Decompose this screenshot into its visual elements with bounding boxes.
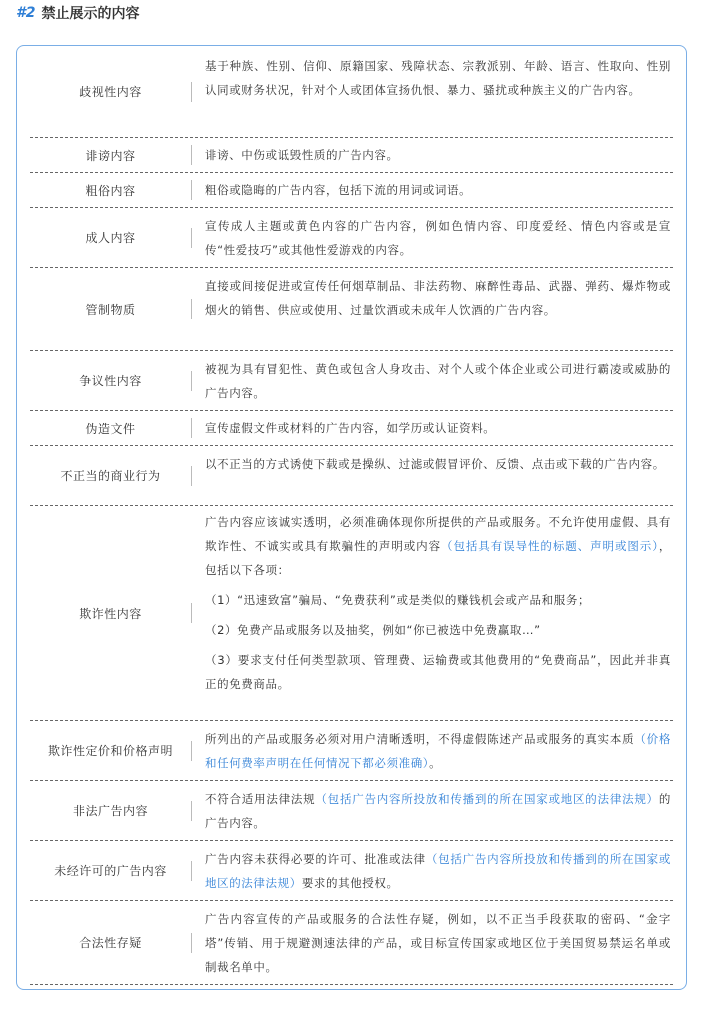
table-row	[30, 46, 673, 138]
row-description-text: 被视为具有冒犯性、黄色或包含人身攻击、对个人或个体企业或公司进行霸凌或威胁的广告内容。	[205, 362, 671, 400]
row-category: 粗俗内容	[85, 183, 136, 198]
row-description-text: 基于种族、性别、信仰、原籍国家、残障状态、宗教派别、年龄、语言、性取向、性别认同或财务状况，针对个人或团体宣扬仇恨、暴力、骚扰或种族主义的广告内容。	[205, 59, 671, 97]
row-description-highlight: （包括广告内容所投放和传播到的所在国家或地区的法律法规）	[315, 792, 659, 806]
row-description-text	[205, 510, 671, 582]
row-description	[199, 138, 673, 172]
row-description-text	[205, 727, 671, 775]
row-description-lead: 广告内容应该诚实透明，必须准确体现你所提供的产品或服务。不允许使用虚假、具有欺诈性、不诚实或具有欺骗性的声明或内容	[205, 515, 671, 553]
row-description	[199, 901, 673, 984]
row-category: 伪造文件	[85, 421, 136, 436]
row-description-text: 宣传虚假文件或材料的广告内容，如学历或认证资料。	[205, 421, 496, 435]
row-divider	[191, 228, 192, 248]
row-category: 管制物质	[85, 302, 136, 317]
table-row	[30, 721, 673, 781]
row-category: 成人内容	[85, 231, 136, 245]
row-description	[199, 173, 673, 207]
row-divider	[191, 741, 192, 761]
prohibited-content-table	[16, 45, 687, 990]
row-divider	[191, 418, 192, 438]
row-description-tail: 。	[429, 756, 442, 770]
row-category: 不正当的商业行为	[60, 469, 161, 483]
row-description-text	[205, 787, 671, 835]
table-row	[30, 446, 673, 506]
row-description-text: 广告内容宣传的产品或服务的合法性存疑，例如，以不正当手段获取的密码、“金字塔”传销、用于规避测速法律的产品，或目标宣传国家或地区位于美国贸易禁运名单或制裁名单中。	[205, 912, 671, 974]
row-description-highlight: （价格和任何费率声明在任何情况下都必须准确）	[205, 732, 671, 770]
row-description-lead: 不符合适用法律法规	[205, 792, 316, 806]
row-divider	[191, 801, 192, 821]
table-row	[30, 841, 673, 901]
row-divider	[191, 603, 192, 623]
row-description-tail: 要求的其他授权。	[301, 876, 399, 890]
list-item: （1）“迅速致富”骗局、“免费获利”或是类似的赚钱机会或产品和服务；	[205, 593, 591, 607]
row-divider	[191, 933, 192, 953]
row-description-lead: 广告内容未获得必要的许可、批准或法律	[205, 852, 426, 866]
table-row	[30, 411, 673, 446]
row-description-lead: 所列出的产品或服务必须对用户清晰透明，不得虚假陈述产品或服务的真实本质	[205, 732, 635, 746]
row-category: 诽谤内容	[85, 148, 136, 163]
row-description-text: 直接或间接促进或宣传任何烟草制品、非法药物、麻醉性毒品、武器、弹药、爆炸物或烟火的销售、供应或使用、过量饮酒或未成年人饮酒的广告内容。	[205, 279, 671, 317]
row-category: 非法广告内容	[72, 804, 148, 818]
row-description-text: 以不正当的方式诱使下载或是操纵、过滤或假冒评价、反馈、点击或下载的广告内容。	[205, 457, 665, 471]
table-row	[30, 506, 673, 721]
row-description	[199, 721, 673, 780]
row-divider	[191, 145, 192, 165]
row-category: 合法性存疑	[79, 936, 142, 950]
row-description-text	[205, 847, 671, 895]
row-description-text: 粗俗或隐晦的广告内容，包括下流的用词或词语。	[205, 183, 472, 197]
row-category: 欺诈性内容	[79, 606, 142, 621]
row-description	[199, 506, 673, 720]
row-description	[199, 446, 673, 505]
row-description-text: 诽谤、中伤或诋毁性质的广告内容。	[205, 148, 399, 162]
table-row	[30, 208, 673, 268]
row-description	[199, 46, 673, 137]
row-category: 争议性内容	[79, 374, 142, 388]
table-row	[30, 351, 673, 411]
row-description-highlight: （包括广告内容所投放和传播到的所在国家或地区的法律法规）	[205, 852, 671, 890]
row-description	[199, 268, 673, 350]
row-divider	[191, 371, 192, 391]
table-row	[30, 268, 673, 351]
row-category: 欺诈性定价和价格声明	[47, 744, 173, 758]
row-description-text: 宣传成人主题或黄色内容的广告内容，例如色情内容、印度爱经、情色内容或是宣传“性爱技巧”或其他性爱游戏的内容。	[205, 219, 671, 257]
row-category: 未经许可的广告内容	[54, 864, 167, 878]
row-description-tail: ，包括以下各项：	[205, 539, 671, 577]
row-description-highlight: （包括具有误导性的标题、声明或图示）	[441, 539, 659, 553]
table-row	[30, 901, 673, 985]
section-title: 禁止展示的内容	[41, 6, 140, 22]
row-description-tail: 的广告内容。	[205, 792, 671, 830]
row-description	[199, 351, 673, 410]
row-description	[199, 781, 673, 840]
list-item: （3）要求支付任何类型款项、管理费、运输费或其他费用的“免费商品”，因此并非真正的免费商品。	[205, 653, 671, 691]
row-divider	[191, 466, 192, 486]
section-number: #2	[16, 5, 36, 21]
row-category: 歧视性内容	[79, 85, 142, 99]
table-row	[30, 173, 673, 208]
table-row	[30, 781, 673, 841]
row-divider	[191, 299, 192, 319]
row-divider	[191, 82, 192, 102]
row-divider	[191, 180, 192, 200]
row-description	[199, 841, 673, 900]
row-description	[199, 411, 673, 445]
list-item: （2）免费产品或服务以及抽奖，例如“你已被选中免费赢取…”	[205, 623, 541, 637]
row-description	[199, 208, 673, 267]
row-divider	[191, 861, 192, 881]
section-header	[16, 2, 139, 24]
table-row	[30, 138, 673, 173]
